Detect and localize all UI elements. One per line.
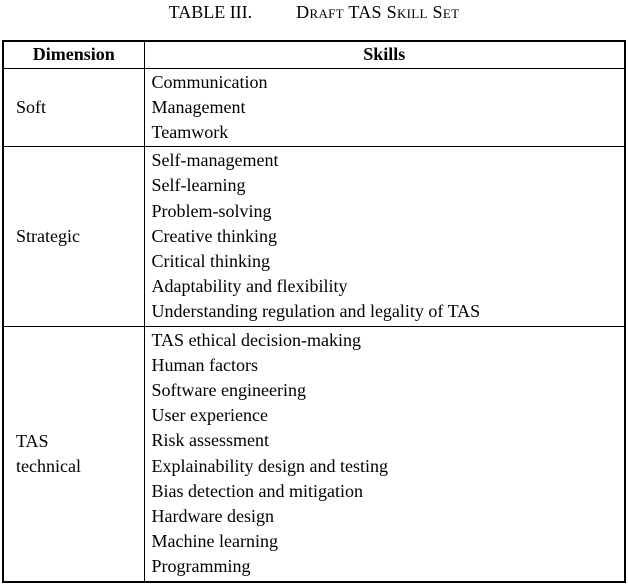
dimension-cell-strategic — [3, 147, 144, 326]
skill-item: Management — [151, 96, 246, 117]
skill-item: User experience — [151, 405, 268, 426]
dimension-line: technical — [16, 455, 81, 476]
dimension-cell-soft — [3, 68, 144, 147]
column-header-skills: Skills — [144, 41, 625, 68]
skill-item: Programming — [151, 556, 251, 577]
header-row — [3, 41, 625, 68]
skill-item: Critical thinking — [151, 250, 270, 271]
skills-cell-soft — [144, 68, 625, 147]
dimension-line: TAS — [16, 430, 49, 451]
table-row-tas-technical — [3, 326, 625, 582]
skill-item: Human factors — [151, 354, 258, 375]
skill-item: Self-management — [151, 150, 279, 171]
dimension-cell-tas-technical — [3, 326, 144, 582]
table-row-soft — [3, 68, 625, 147]
table-caption — [0, 2, 628, 23]
skill-item: Hardware design — [151, 505, 274, 526]
skill-item: Adaptability and flexibility — [151, 276, 348, 297]
skill-item: Machine learning — [151, 531, 278, 552]
column-header-dimension: Dimension — [3, 41, 144, 68]
skill-item: Understanding regulation and legality of TAS — [151, 301, 481, 322]
skill-item: Software engineering — [151, 379, 306, 400]
skill-item: Bias detection and mitigation — [151, 480, 363, 501]
skill-item: Risk assessment — [151, 430, 270, 451]
dimension-line: Soft — [16, 96, 47, 117]
table-caption-title: Draft TAS Skill Set — [296, 2, 460, 22]
skills-table — [2, 40, 626, 583]
table-row-strategic — [3, 147, 625, 326]
skill-item: Explainability design and testing — [151, 455, 388, 476]
skill-item: Communication — [151, 71, 268, 92]
skill-item: TAS ethical decision-making — [151, 329, 362, 350]
skills-cell-tas-technical — [144, 326, 625, 582]
skills-cell-strategic — [144, 147, 625, 326]
skill-item: Self-learning — [151, 175, 246, 196]
skill-item: Problem-solving — [151, 200, 272, 221]
table-caption-number: TABLE III. — [168, 2, 253, 22]
dimension-line: Strategic — [16, 225, 80, 246]
skill-item: Creative thinking — [151, 225, 277, 246]
skill-item: Teamwork — [151, 121, 229, 142]
